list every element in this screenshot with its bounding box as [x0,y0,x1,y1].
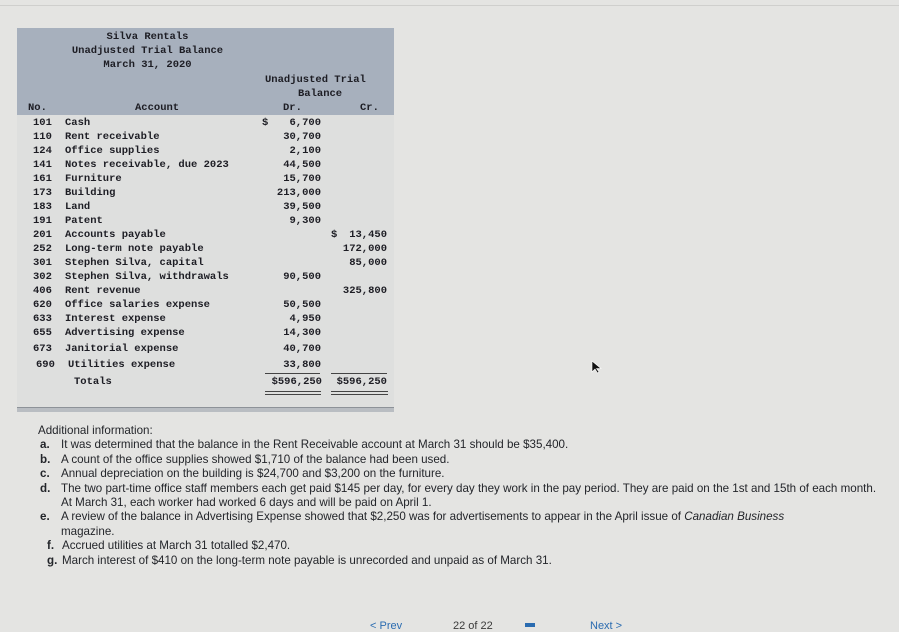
trial-balance-body [17,115,394,407]
debit-amount: 15,700 [283,173,321,185]
header-account: Account [135,102,180,114]
item-text: March interest of $410 on the long-term note payable is unrecorded and unpaid as of March 31. [62,553,552,567]
account-number: 141 [33,159,52,171]
total-debit: $596,250 [271,376,322,388]
grid-icon[interactable] [525,623,535,627]
additional-info-title: Additional information: [38,424,153,437]
additional-information [38,424,878,568]
account-name: Building [65,187,116,199]
table-row [17,299,394,313]
table-row [17,359,394,373]
item-label: e. [40,510,50,524]
item-text: A review of the balance in Advertising Expense showed that $2,250 was for advertisements to appear in the April issue of [61,510,681,524]
debit-amount: 6,700 [289,117,321,129]
table-row [17,145,394,159]
item-label: f. [47,539,55,553]
item-text: Annual depreciation on the building is $24,700 and $3,200 on the furniture. [61,467,445,481]
table-row [17,271,394,285]
account-number: 406 [33,285,52,297]
account-name: Rent revenue [65,285,141,297]
account-name: Patent [65,215,103,227]
info-item-a [38,438,878,452]
info-item-g [38,554,878,568]
item-label: b. [40,452,51,466]
account-number: 690 [36,359,55,371]
trial-balance-table [17,28,394,412]
account-number: 673 [33,343,52,355]
item-text: The two part-time office staff members each get paid $145 per day, for every day they work in the pay period. They are paid on the 1st and 15th of each month. At March 31, each worker had worked 6 days and will be paid on April 1. [61,481,877,510]
table-row [17,257,394,271]
debit-amount: 4,950 [289,313,321,325]
totals-row [17,376,394,390]
account-name: Rent receivable [65,131,160,143]
debit-amount: 9,300 [289,215,321,227]
account-number: 124 [33,145,52,157]
account-number: 191 [33,215,52,227]
credit-amount: 85,000 [349,257,387,269]
debit-amount: 44,500 [283,159,321,171]
table-row [17,343,394,357]
next-button[interactable]: Next > [590,620,623,632]
table-row [17,159,394,173]
mouse-cursor-icon [591,360,603,374]
account-number: 633 [33,313,52,325]
credit-amount: 325,800 [342,285,387,297]
page-indicator: 22 of 22 [453,620,493,632]
item-text: magazine. [61,524,115,538]
account-name: Interest expense [65,313,166,325]
item-text: Accrued utilities at March 31 totalled $2,470. [62,539,291,553]
double-rule-credit [331,391,388,395]
prev-button[interactable]: < Prev [370,620,403,632]
item-label: g. [47,553,58,567]
account-name: Utilities expense [68,359,176,371]
account-number: 301 [33,257,52,269]
table-row [17,117,394,131]
table-row [17,201,394,215]
header-credit: Cr. [360,102,379,114]
item-label: a. [40,438,50,452]
account-name: Advertising expense [65,327,185,339]
account-number: 302 [33,271,52,283]
statement-date: March 31, 2020 [103,59,192,71]
table-row [17,285,394,299]
debit-amount: 90,500 [283,271,321,283]
account-name: Long-term note payable [65,243,204,255]
table-row [17,187,394,201]
company-name: Silva Rentals [106,31,189,43]
item-text-italic: Canadian Business [684,510,785,524]
account-number: 655 [33,327,52,339]
account-number: 183 [33,201,52,213]
account-name: Accounts payable [65,229,166,241]
debit-amount: 2,100 [289,145,321,157]
debit-amount: 50,500 [283,299,321,311]
credit-amount: 172,000 [342,243,387,255]
table-row [17,173,394,187]
account-name: Office supplies [65,145,160,157]
info-item-d [38,482,878,511]
account-name: Janitorial expense [65,343,179,355]
account-name: Stephen Silva, capital [65,257,204,269]
debit-amount: 30,700 [283,131,321,143]
header-debit: Dr. [283,102,302,114]
account-number: 161 [33,173,52,185]
credit-amount: 13,450 [349,229,387,241]
debit-amount: 33,800 [283,359,321,371]
debit-amount: 14,300 [283,327,321,339]
account-name: Notes receivable, due 2023 [65,159,229,171]
column-group-title: Unadjusted Trial [265,74,366,86]
totals-label: Totals [74,376,112,388]
table-footer-bar [17,407,394,412]
account-number: 101 [33,117,52,129]
account-name: Office salaries expense [65,299,210,311]
subtotal-rule-credit [331,373,387,374]
info-item-f [38,539,878,553]
column-group-subtitle: Balance [298,88,343,100]
top-divider [0,5,899,6]
header-no: No. [28,102,47,114]
account-name: Stephen Silva, withdrawals [65,271,229,283]
table-row [17,313,394,327]
table-row [17,243,394,257]
item-text: It was determined that the balance in the Rent Receivable account at March 31 should be $35,400. [61,438,569,452]
account-number: 173 [33,187,52,199]
info-item-c [38,467,878,481]
total-credit: $596,250 [336,376,387,388]
debit-amount: 213,000 [276,187,321,199]
statement-title: Unadjusted Trial Balance [71,45,224,57]
subtotal-rule-debit [265,373,320,374]
debit-dollar-sign: $ [262,117,269,129]
double-rule-debit [265,391,321,395]
item-label: d. [40,481,51,495]
account-number: 620 [33,299,52,311]
account-name: Cash [65,117,91,129]
trial-balance-header [17,28,394,115]
info-item-e [38,510,831,539]
credit-dollar-sign: $ [331,229,338,241]
account-number: 201 [33,229,52,241]
account-number: 110 [33,131,52,143]
account-name: Land [65,201,91,213]
table-row [17,327,394,341]
account-name: Furniture [65,173,122,185]
table-row [17,229,394,243]
item-text: A count of the office supplies showed $1,710 of the balance had been used. [61,452,450,466]
table-row [17,215,394,229]
info-item-b [38,453,878,467]
debit-amount: 40,700 [283,343,321,355]
item-label: c. [40,467,50,481]
debit-amount: 39,500 [283,201,321,213]
account-number: 252 [33,243,52,255]
table-row [17,131,394,145]
